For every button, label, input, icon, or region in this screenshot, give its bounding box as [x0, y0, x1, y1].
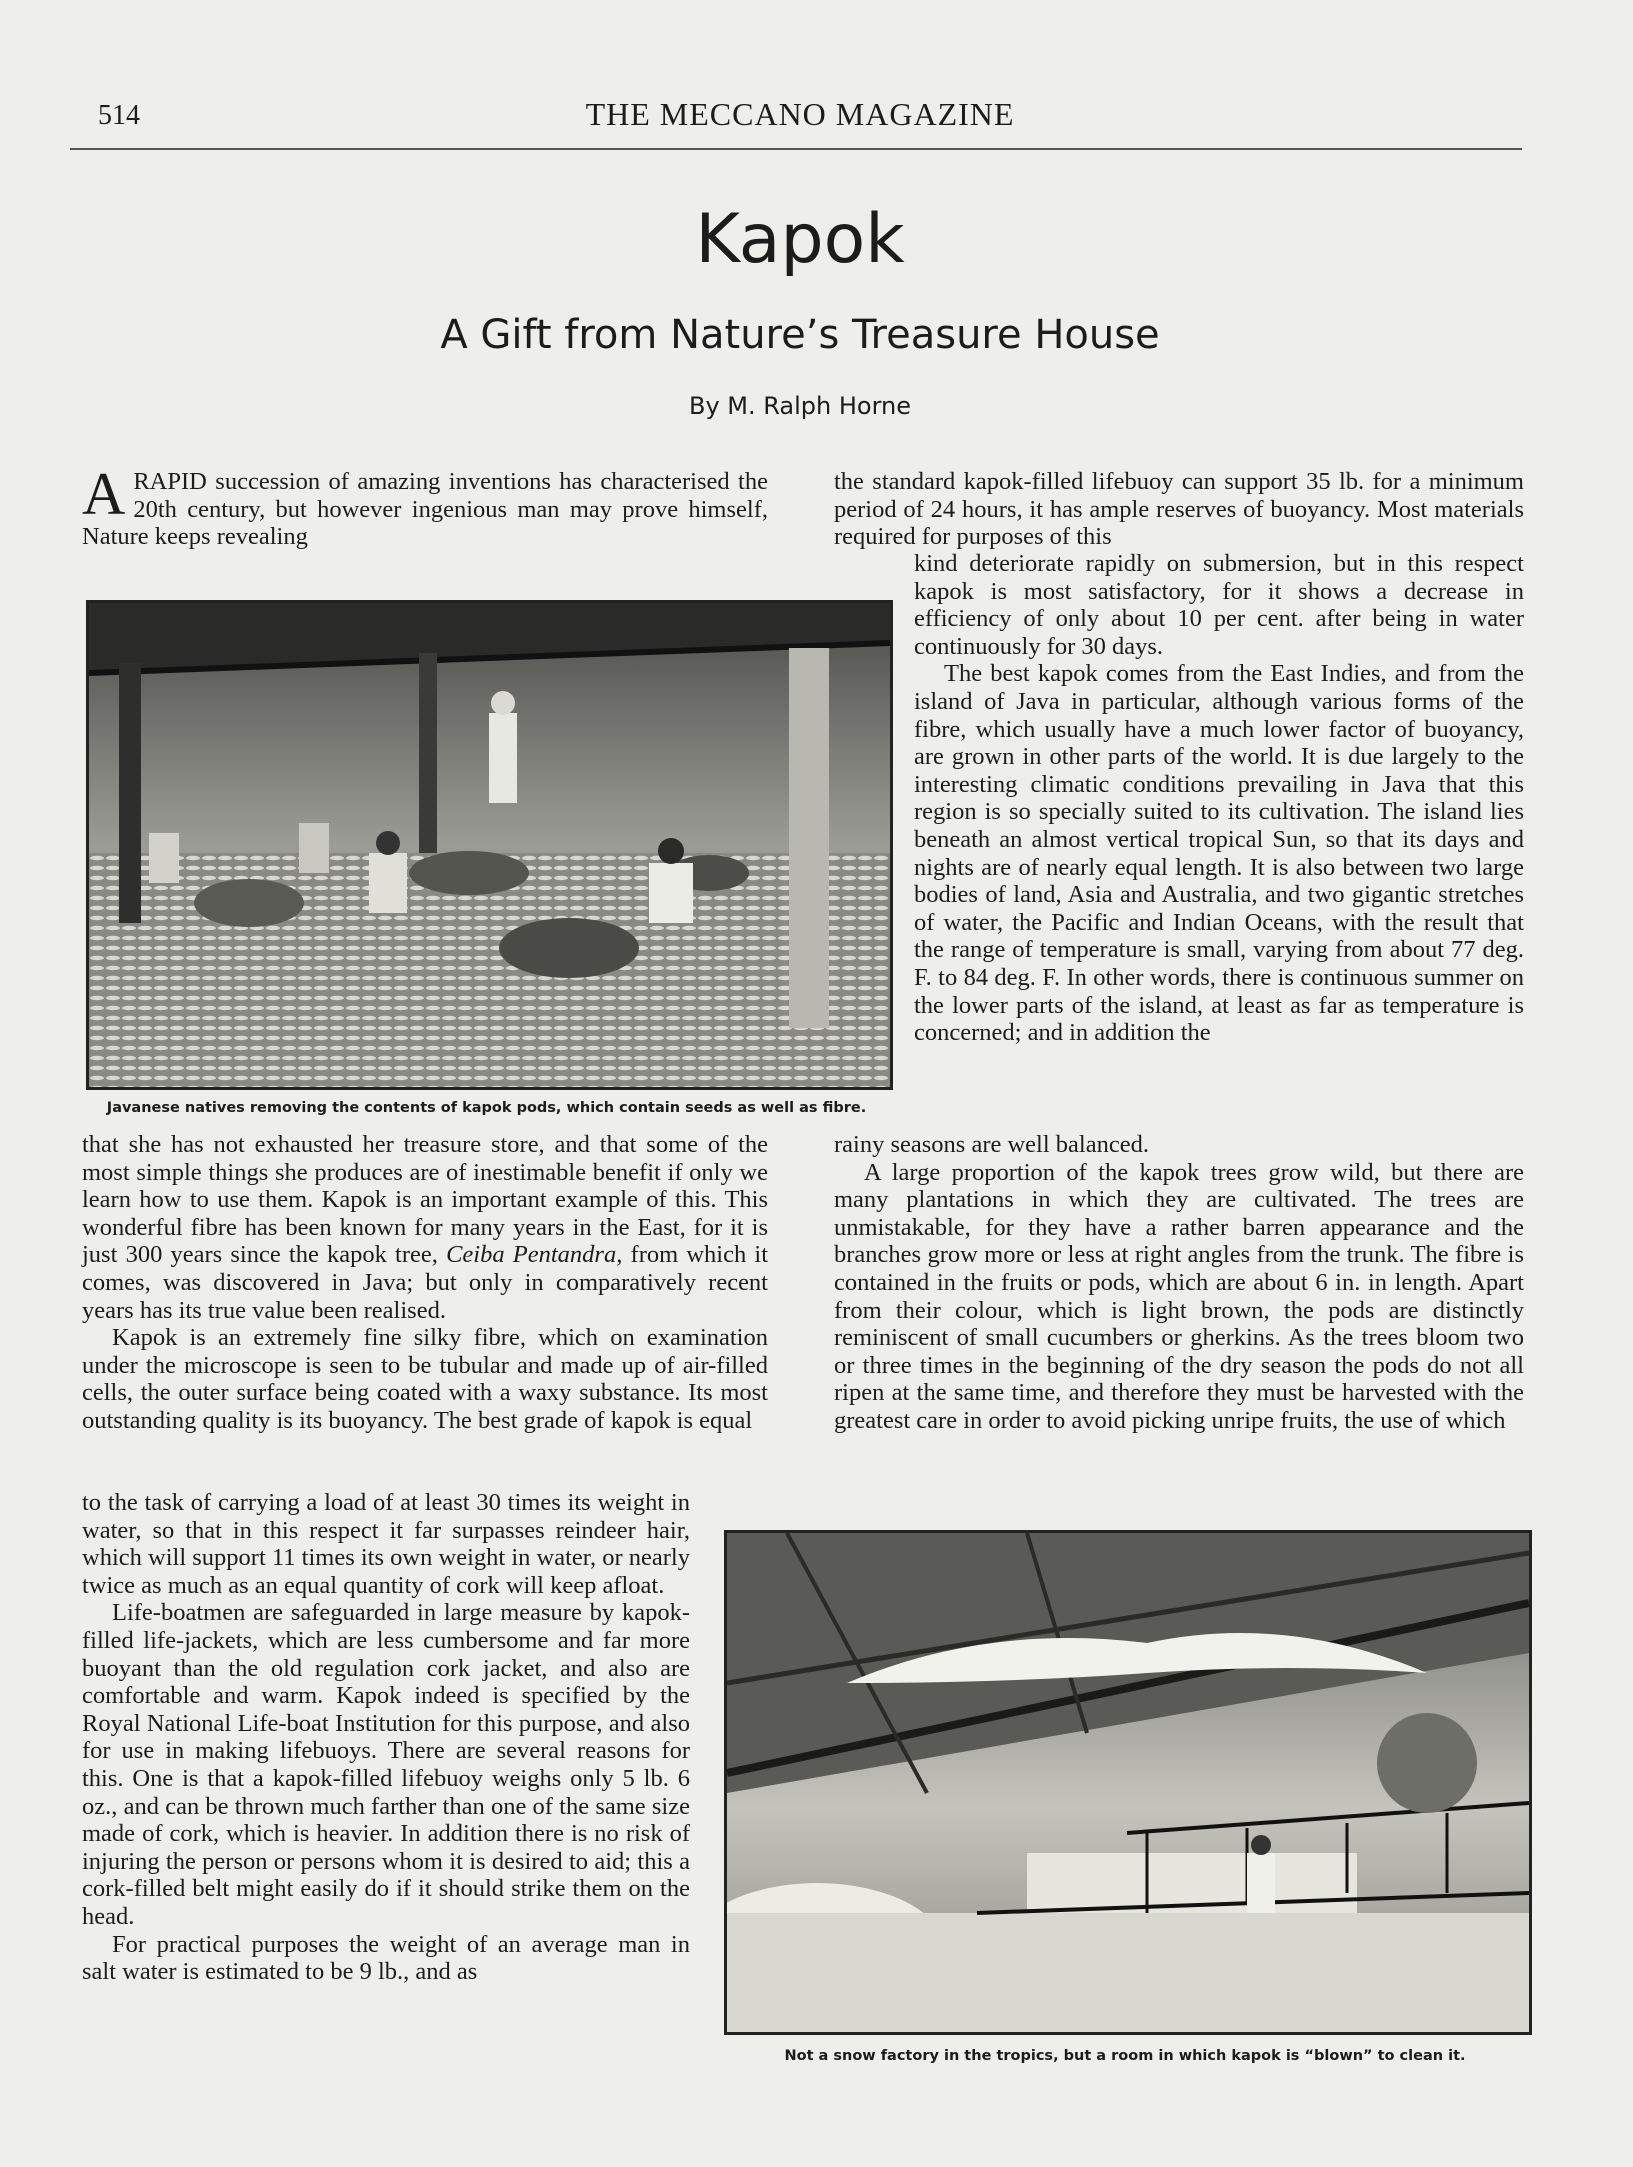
species-name: Ceiba Pentandra, — [446, 1241, 623, 1269]
drop-cap: A — [82, 461, 126, 527]
column-right-narrow — [914, 550, 1524, 1047]
column-left-middle — [82, 1131, 768, 1435]
paragraph-intro-continued-text: that she has not exhausted her treasure store, and that some of the most simple things she produces are of inestimable benefit if only we learn how to use them. Kapok is an important example of this. This wonderful fibre has been known for many years in the East, for it is just 300 years since the kapok tree, — [82, 1131, 768, 1269]
running-head: THE MECCANO MAGAZINE — [585, 96, 1015, 132]
paragraph-lifebuoy: the standard kapok-filled lifebuoy can support 35 lb. for a minimum period of 24 hours, it has ample reserves of buoyancy. Most materials required for purposes of this — [834, 468, 1524, 551]
paragraph-lifeboatmen: Life-boatmen are safeguarded in large measure by kapok-filled life-jackets, which are less cumbersome and far more buoyant than the old regulation cork jacket, and also are comfortable and warm. Kapok indeed is specified by the Royal National Life-boat Institution for this purpose, and also for use in making lifebuoys. There are several reasons for this. One is that a kapok-filled lifebuoy weighs only 5 lb. 6 oz., and can be thrown much farther than one of the same size made of cork, which is heavier. In addition there is no risk of injuring the person or persons whom it is desired to aid; this a cork-filled belt might easily do if it should strike them on the head. — [82, 1599, 690, 1930]
paragraph-practical: For practical purposes the weight of an average man in salt water is estimated to be 9 lb., and as — [82, 1930, 690, 1986]
paragraph-intro-text: RAPID succession of amazing inventions has characterised the 20th century, but however ingenious man may prove himself, Nature keeps revealing — [82, 468, 768, 551]
paragraph-rainy: rainy seasons are well balanced. — [834, 1131, 1149, 1158]
photo-javanese-workers-caption: Javanese natives removing the contents of kapok pods, which contain seeds as well as fibre. — [106, 1100, 867, 1116]
photo-blowing-room-image — [727, 1533, 1529, 2032]
byline: By M. Ralph Horne — [688, 392, 911, 420]
photo-blowing-room-caption: Not a snow factory in the tropics, but a room in which kapok is “blown” to clean it. — [784, 2048, 1466, 2064]
photo-javanese-workers-image — [89, 603, 890, 1087]
column-right-top — [834, 468, 1524, 551]
column-left-bottom — [82, 1489, 690, 1986]
paragraph-submersion: kind deteriorate rapidly on submersion, but in this respect kapok is most satisfactory, for it shows a decrease in efficiency of only about 10 per cent. after being in water continuously for 30 days. — [914, 550, 1524, 660]
paragraph-intro — [82, 461, 768, 551]
paragraph-intro-continued — [82, 1131, 768, 1324]
article-title: Kapok — [695, 200, 905, 279]
paragraph-plantations: A large proportion of the kapok trees grow wild, but there are many plantations in which they are cultivated. The trees are unmistakable, for they have a rather barren appearance and the branches grow more or less at right angles from the trunk. The fibre is contained in the fruits or pods, which are about 6 in. in length. Apart from their colour, which is light brown, the pods are distinctly reminiscent of small cucumbers or gherkins. As the trees bloom two or three times in the beginning of the dry season the pods do not all ripen at the same time, and therefore they must be harvested with the greatest care in order to avoid picking unripe fruits, the use of which — [834, 1158, 1524, 1434]
photo-blowing-room — [724, 1530, 1532, 2035]
header-rule — [70, 148, 1522, 150]
photo-javanese-workers — [86, 600, 893, 1090]
paragraph-fibre: Kapok is an extremely fine silky fibre, which on examination under the microscope is seen to be tubular and made up of air-filled cells, the outer surface being coated with a waxy substance. Its most outstanding quality is its buoyancy. The best grade of kapok is equal — [82, 1324, 768, 1434]
paragraph-intro-end: from which it comes, was discovered in Java; but only in comparatively recent years has its true value been realised. — [82, 1241, 768, 1324]
paragraph-buoyancy: to the task of carrying a load of at least 30 times its weight in water, so that in this respect it far surpasses reindeer hair, which will support 11 times its own weight in water, or nearly twice as much as an equal quantity of cork will keep afloat. — [82, 1489, 690, 1599]
paragraph-java: The best kapok comes from the East Indies, and from the island of Java in particular, although various forms of the fibre, which usually have a much lower factor of buoyancy, are grown in other parts of the world. It is due largely to the interesting climatic conditions prevailing in Java that this region is so specially suited to its cultivation. The island lies beneath an almost vertical tropical Sun, so that its days and nights are of nearly equal length. It is also between two large bodies of land, Asia and Australia, and two gigantic stretches of water, the Pacific and Indian Oceans, with the result that the range of temperature is small, varying from about 77 deg. F. to 84 deg. F. In other words, there is continuous summer on the lower parts of the island, at least as far as temperature is concerned; and in addition the — [914, 660, 1524, 1047]
column-left-top — [82, 461, 768, 551]
column-right-after — [834, 1131, 1524, 1435]
page-number: 514 — [98, 100, 140, 131]
article-subtitle: A Gift from Nature’s Treasure House — [440, 312, 1160, 358]
